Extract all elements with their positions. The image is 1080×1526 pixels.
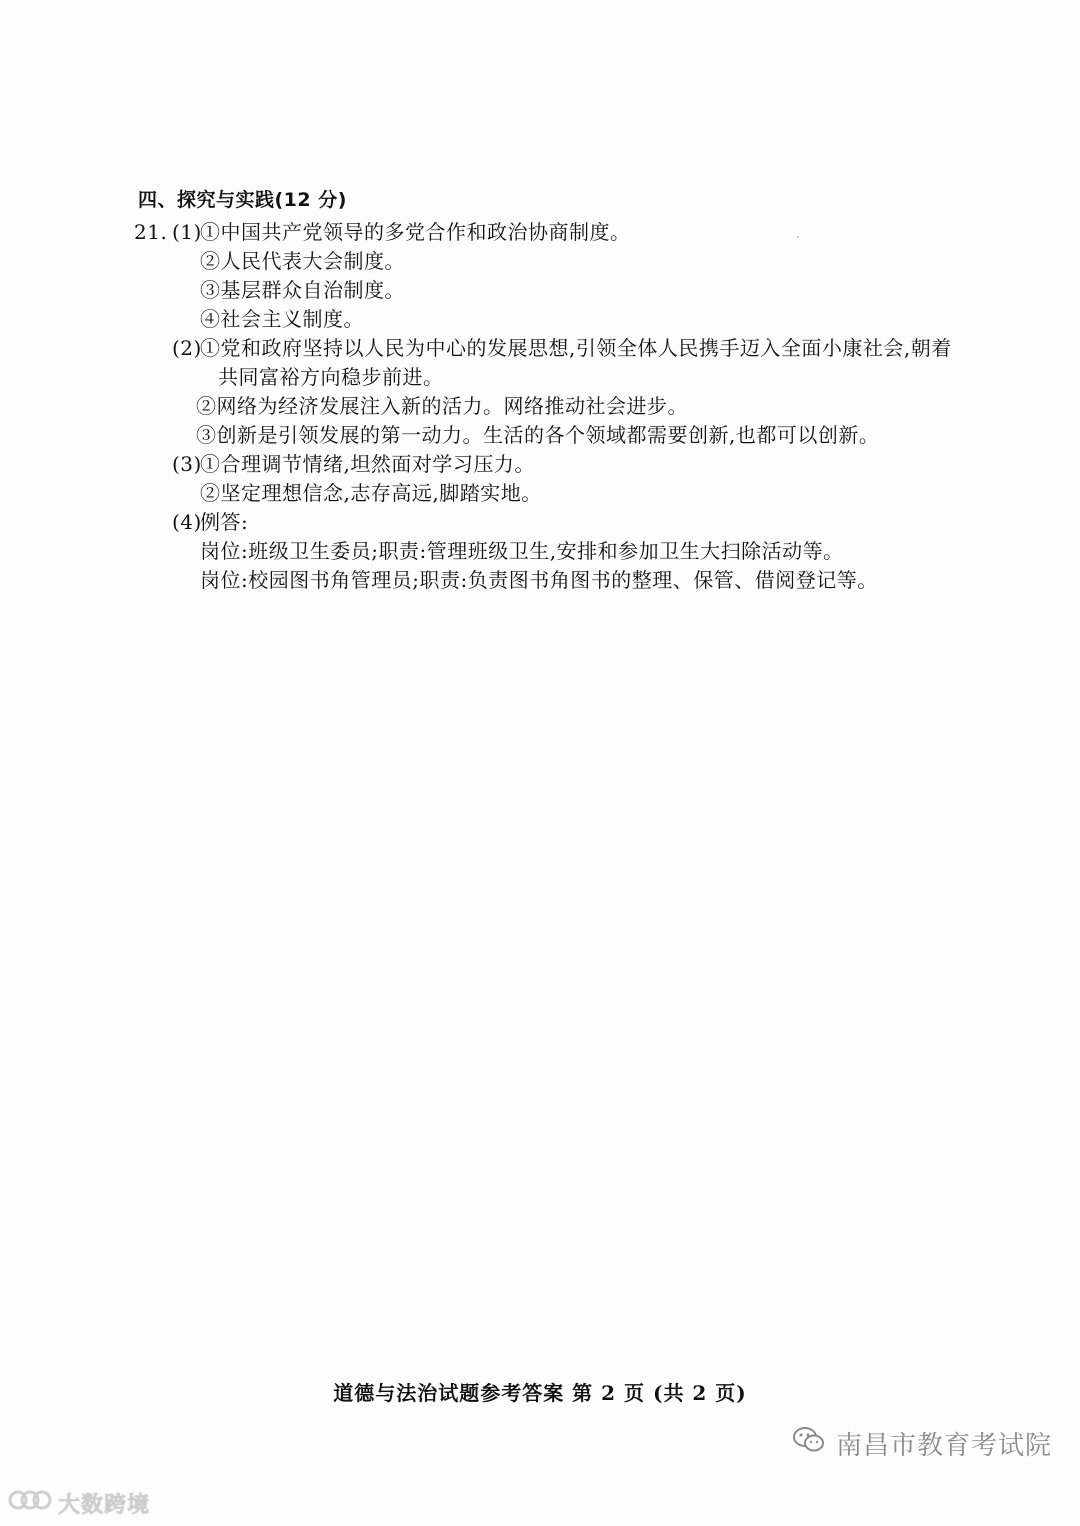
answer-line: ①中国共产党领导的多党合作和政治协商制度。 xyxy=(200,220,631,244)
answer-line: ②网络为经济发展注入新的活力。网络推动社会进步。 xyxy=(196,394,688,418)
section-title: 四、探究与实践(12 分) xyxy=(138,189,347,211)
wechat-icon xyxy=(792,1425,826,1462)
answer-line: 岗位:班级卫生委员;职责:管理班级卫生,安排和参加卫生大扫除活动等。 xyxy=(200,539,844,563)
answer-line: ③基层群众自治制度。 xyxy=(200,278,405,302)
answer-line: 共同富裕方向稳步前进。 xyxy=(218,365,444,389)
brand-watermark xyxy=(8,1487,150,1519)
part-label: (2) xyxy=(172,336,202,360)
part-label: (4) xyxy=(172,510,202,534)
question-number: 21. xyxy=(134,220,168,244)
page-footer: 道德与法治试题参考答案 第 2 页 (共 2 页) xyxy=(333,1381,747,1405)
part-label: (3) xyxy=(172,452,202,476)
answer-line: 例答: xyxy=(200,510,249,534)
answer-line: ①合理调节情绪,坦然面对学习压力。 xyxy=(200,452,535,476)
scan-speck xyxy=(797,236,799,238)
logo-icon xyxy=(8,1487,52,1519)
source-watermark xyxy=(792,1425,1052,1462)
part-label: (1) xyxy=(172,220,202,244)
answer-line: ①党和政府坚持以人民为中心的发展思想,引领全体人民携手迈入全面小康社会,朝着 xyxy=(200,336,952,360)
answer-line: 岗位:校园图书角管理员;职责:负责图书角图书的整理、保管、借阅登记等。 xyxy=(200,568,878,592)
answer-line: ③创新是引领发展的第一动力。生活的各个领域都需要创新,也都可以创新。 xyxy=(196,423,880,447)
source-name: 南昌市教育考试院 xyxy=(835,1431,1052,1461)
answer-line: ④社会主义制度。 xyxy=(200,307,364,331)
brand-name: 大数跨境 xyxy=(58,1492,151,1518)
answer-line: ②坚定理想信念,志存高远,脚踏实地。 xyxy=(200,481,542,505)
answer-line: ②人民代表大会制度。 xyxy=(200,249,405,273)
